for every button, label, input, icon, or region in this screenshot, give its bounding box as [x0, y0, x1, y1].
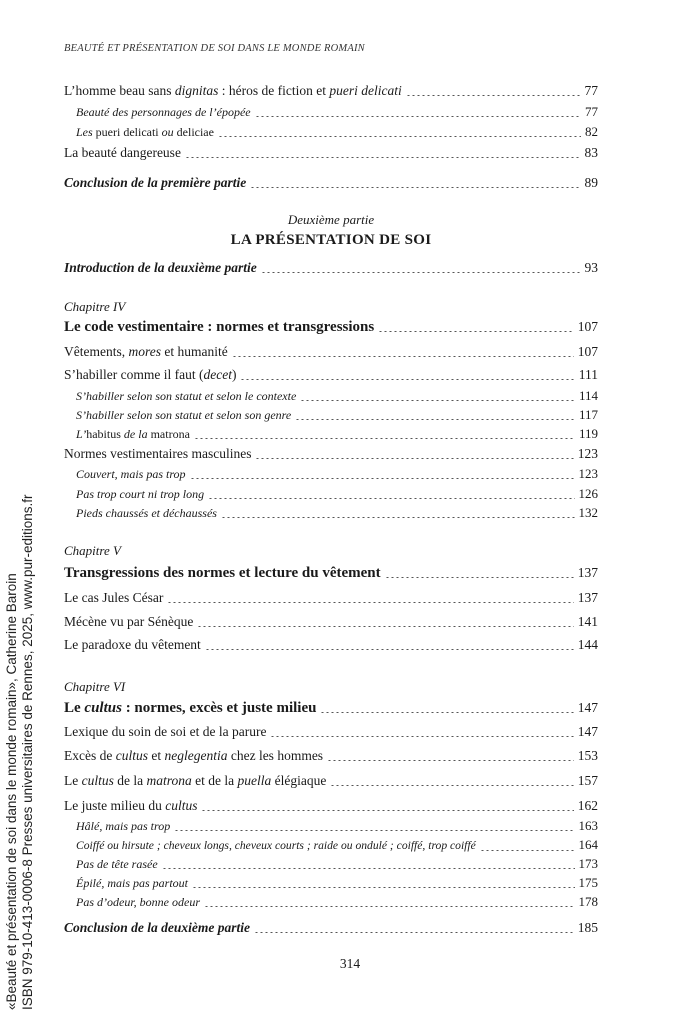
chapter-label: Chapitre VI — [64, 679, 126, 694]
page-ref: 114 — [578, 388, 598, 403]
page-ref: 83 — [584, 145, 598, 160]
toc-subentry[interactable]: Pieds chaussés et déchaussés 132 — [76, 505, 598, 520]
chapter-title[interactable]: Le code vestimentaire : normes et transgressions 107 — [64, 319, 598, 335]
leader-dots — [197, 626, 573, 627]
page-ref: 163 — [578, 818, 598, 833]
page-ref: 117 — [578, 407, 598, 422]
leader-dots — [208, 498, 574, 499]
page-ref: 164 — [578, 837, 598, 852]
leader-dots — [270, 736, 573, 737]
toc-subentry[interactable]: S’habiller selon son statut et selon le contexte 114 — [76, 388, 598, 403]
page-ref: 93 — [584, 260, 598, 275]
leader-dots — [190, 478, 575, 479]
leader-dots — [218, 136, 581, 137]
toc-conclusion[interactable]: Conclusion de la première partie 89 — [64, 175, 598, 190]
toc-subentry[interactable]: L’habitus de la matrona 119 — [76, 426, 598, 441]
page-ref: 147 — [577, 700, 598, 715]
page-ref: 178 — [578, 894, 598, 909]
part-label: Deuxième partie — [287, 212, 375, 227]
toc-subentry[interactable]: Coiffé ou hirsute ; cheveux longs, cheveux courts ; raide ou ondulé ; coiffé, trop coiffé 164 — [76, 837, 598, 852]
chapter-label: Chapitre V — [64, 543, 121, 558]
page-ref: 173 — [578, 856, 598, 871]
leader-dots — [480, 850, 575, 851]
page-ref: 147 — [577, 724, 598, 739]
leader-dots — [255, 116, 581, 117]
credit-line: ISBN 979-10-413-0006-8 Presses universitaires de Rennes, 2025, www.pur-editions.fr — [20, 494, 35, 1010]
leader-dots — [250, 187, 580, 188]
leader-dots — [205, 649, 574, 650]
page-ref: 157 — [577, 773, 598, 788]
leader-dots — [327, 760, 574, 761]
leader-dots — [174, 830, 574, 831]
sidebar-credit — [4, 494, 36, 1010]
page-ref: 185 — [577, 920, 598, 935]
leader-dots — [378, 331, 574, 332]
page-ref: 141 — [577, 614, 598, 629]
page-ref: 107 — [577, 319, 598, 334]
leader-dots — [261, 272, 581, 273]
page-ref: 137 — [577, 590, 598, 605]
page-ref: 89 — [584, 175, 598, 190]
leader-dots — [320, 712, 573, 713]
page-ref: 137 — [577, 565, 598, 580]
running-head: BEAUTÉ ET PRÉSENTATION DE SOI DANS LE MONDE ROMAIN — [64, 43, 365, 54]
page-ref: 107 — [577, 344, 598, 359]
leader-dots — [254, 932, 574, 933]
page-ref: 132 — [578, 505, 598, 520]
toc-subentry[interactable]: Couvert, mais pas trop 123 — [76, 466, 598, 481]
part-title: LA PRÉSENTATION DE SOI — [230, 232, 432, 248]
leader-dots — [406, 95, 581, 96]
toc-entry[interactable]: Mécène vu par Sénèque 141 — [64, 614, 598, 629]
leader-dots — [240, 379, 574, 380]
toc-entry[interactable]: La beauté dangereuse 83 — [64, 145, 598, 160]
page-ref: 153 — [577, 748, 598, 763]
chapter-label: Chapitre IV — [64, 299, 126, 314]
page-ref: 123 — [578, 466, 598, 481]
toc-subentry[interactable]: S’habiller selon son statut et selon son genre 117 — [76, 407, 598, 422]
page-ref: 77 — [584, 83, 598, 98]
toc-subentry[interactable]: Hâlé, mais pas trop 163 — [76, 818, 598, 833]
leader-dots — [192, 887, 574, 888]
toc-entry[interactable]: Normes vestimentaires masculines 123 — [64, 446, 598, 461]
page-ref: 123 — [577, 446, 598, 461]
page-ref: 119 — [578, 426, 598, 441]
leader-dots — [385, 577, 574, 578]
toc-subentry[interactable]: Les pueri delicati ou deliciae 82 — [76, 124, 598, 139]
leader-dots — [185, 157, 581, 158]
toc-subentry[interactable]: Beauté des personnages de l’épopée 77 — [76, 104, 598, 119]
leader-dots — [330, 785, 573, 786]
leader-dots — [232, 356, 574, 357]
toc-entry[interactable]: Le cultus de la matrona et de la puella élégiaque 157 — [64, 773, 598, 788]
credit-line: «Beauté et présentation de soi dans le monde romain», Catherine Baroin — [4, 573, 19, 1010]
toc-entry[interactable]: Excès de cultus et neglegentia chez les hommes 153 — [64, 748, 598, 763]
chapter-title[interactable]: Le cultus : normes, excès et juste milieu 147 — [64, 700, 598, 716]
toc-entry[interactable]: Le paradoxe du vêtement 144 — [64, 637, 598, 652]
toc-introduction[interactable]: Introduction de la deuxième partie 93 — [64, 260, 598, 275]
leader-dots — [300, 400, 575, 401]
leader-dots — [167, 602, 573, 603]
page-ref: 144 — [577, 637, 598, 652]
leader-dots — [221, 517, 575, 518]
page-number: 314 — [339, 956, 361, 971]
chapter-title[interactable]: Transgressions des normes et lecture du vêtement 137 — [64, 565, 598, 581]
leader-dots — [162, 868, 575, 869]
leader-dots — [201, 810, 573, 811]
page-ref: 126 — [578, 486, 598, 501]
toc-entry[interactable]: S’habiller comme il faut (decet) 111 — [64, 367, 598, 382]
toc-entry[interactable]: Le juste milieu du cultus 162 — [64, 798, 598, 813]
toc-subentry[interactable]: Pas d’odeur, bonne odeur 178 — [76, 894, 598, 909]
page-ref: 77 — [585, 104, 598, 119]
toc-entry[interactable]: Lexique du soin de soi et de la parure 147 — [64, 724, 598, 739]
toc-subentry[interactable]: Pas trop court ni trop long 126 — [76, 486, 598, 501]
leader-dots — [204, 906, 575, 907]
page-ref: 111 — [578, 367, 598, 382]
page-ref: 175 — [578, 875, 598, 890]
leader-dots — [255, 458, 573, 459]
toc-subentry[interactable]: Pas de tête rasée 173 — [76, 856, 598, 871]
toc-entry[interactable]: Le cas Jules César 137 — [64, 590, 598, 605]
leader-dots — [295, 419, 575, 420]
toc-entry[interactable]: L’homme beau sans dignitas : héros de fiction et pueri delicati 77 — [64, 83, 598, 98]
leader-dots — [194, 438, 575, 439]
toc-subentry[interactable]: Épilé, mais pas partout 175 — [76, 875, 598, 890]
toc-conclusion[interactable]: Conclusion de la deuxième partie 185 — [64, 920, 598, 935]
page-ref: 162 — [577, 798, 598, 813]
page-ref: 82 — [585, 124, 598, 139]
toc-entry[interactable]: Vêtements, mores et humanité 107 — [64, 344, 598, 359]
